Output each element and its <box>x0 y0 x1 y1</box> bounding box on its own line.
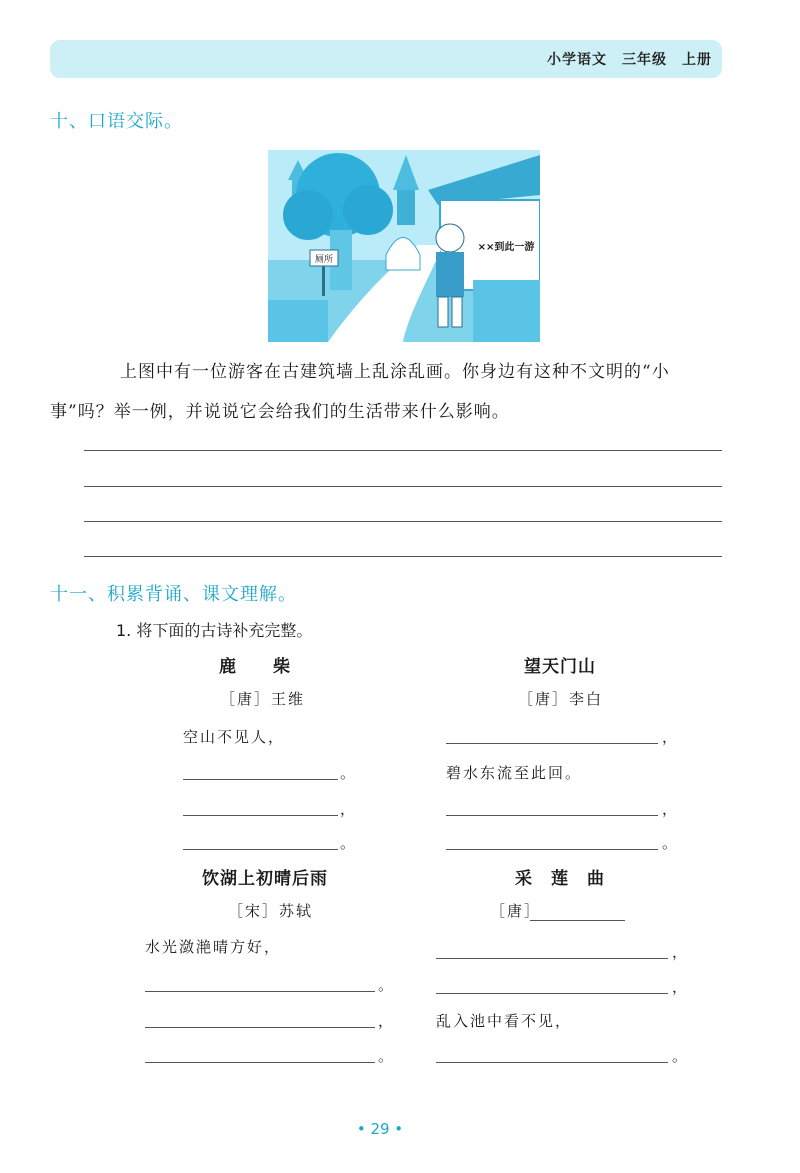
question-1-label: 1. 将下面的古诗补充完整。 <box>116 621 313 640</box>
punct-cailianqu-1: ， <box>672 943 688 961</box>
punct-wangtianmenshan-4: 。 <box>662 834 678 852</box>
header-band <box>50 40 722 78</box>
poem-author-cailianqu: ［唐］ <box>490 902 542 920</box>
punct-cailianqu-2: ， <box>672 978 688 996</box>
section-10-title: 十、口语交际。 <box>50 111 183 132</box>
section-11-title: 十一、积累背诵、课文理解。 <box>50 584 297 605</box>
answer-line[interactable] <box>84 556 722 557</box>
poem-title-yinhu: 饮湖上初晴后雨 <box>202 869 328 889</box>
answer-line[interactable] <box>84 521 722 522</box>
restroom-sign-text: 厕所 <box>314 255 334 265</box>
blank-cailianqu-1[interactable] <box>436 958 668 959</box>
prompt-line-1: 上图中有一位游客在古建筑墙上乱涂乱画。你身边有这种不文明的“小 <box>120 362 670 382</box>
blank-wangtianmenshan-1[interactable] <box>446 743 658 744</box>
blank-wangtianmenshan-3[interactable] <box>446 815 658 816</box>
answer-line[interactable] <box>84 486 722 487</box>
punct-yinhu-2: 。 <box>378 976 394 994</box>
poem-title-cailianqu: 采 莲 曲 <box>515 869 605 889</box>
blank-luzhai-3[interactable] <box>183 815 338 816</box>
punct-luzhai-3: ， <box>340 800 356 818</box>
blank-cailianqu-author[interactable] <box>530 920 625 921</box>
poem-title-wangtianmenshan: 望天门山 <box>524 657 596 677</box>
illustration-tourist-graffiti <box>268 150 540 342</box>
poem-author-luzhai: ［唐］王维 <box>220 690 306 708</box>
page-number: • 29 • <box>356 1120 404 1138</box>
punct-wangtianmenshan-3: ， <box>662 800 678 818</box>
answer-line[interactable] <box>84 450 722 451</box>
blank-yinhu-4[interactable] <box>145 1062 375 1063</box>
blank-luzhai-4[interactable] <box>183 849 338 850</box>
poem-title-luzhai: 鹿 柴 <box>219 657 291 677</box>
blank-yinhu-3[interactable] <box>145 1027 375 1028</box>
punct-yinhu-4: 。 <box>378 1047 394 1065</box>
poem-line-yinhu-1: 水光潋滟晴方好， <box>145 938 282 956</box>
graffiti-text: ××到此一游 <box>477 242 535 253</box>
punct-luzhai-2: 。 <box>340 764 356 782</box>
punct-yinhu-3: ， <box>378 1012 394 1030</box>
poem-author-wangtianmenshan: ［唐］李白 <box>518 690 604 708</box>
header-text: 小学语文 三年级 上册 <box>547 52 712 68</box>
prompt-line-2: 事”吗？举一例，并说说它会给我们的生活带来什么影响。 <box>50 402 510 422</box>
poem-line-cailianqu-3: 乱入池中看不见， <box>436 1012 573 1030</box>
prompt-paragraph <box>50 352 730 432</box>
poem-line-luzhai-1: 空山不见人， <box>183 728 286 746</box>
blank-cailianqu-4[interactable] <box>436 1062 668 1063</box>
punct-luzhai-4: 。 <box>340 834 356 852</box>
blank-wangtianmenshan-4[interactable] <box>446 849 658 850</box>
punct-wangtianmenshan-1: ， <box>662 728 678 746</box>
blank-cailianqu-2[interactable] <box>436 993 668 994</box>
blank-luzhai-2[interactable] <box>183 779 338 780</box>
punct-cailianqu-4: 。 <box>672 1047 688 1065</box>
poem-author-yinhu: ［宋］苏轼 <box>228 902 314 920</box>
blank-yinhu-2[interactable] <box>145 991 375 992</box>
poem-line-wangtianmenshan-2: 碧水东流至此回。 <box>446 764 583 782</box>
